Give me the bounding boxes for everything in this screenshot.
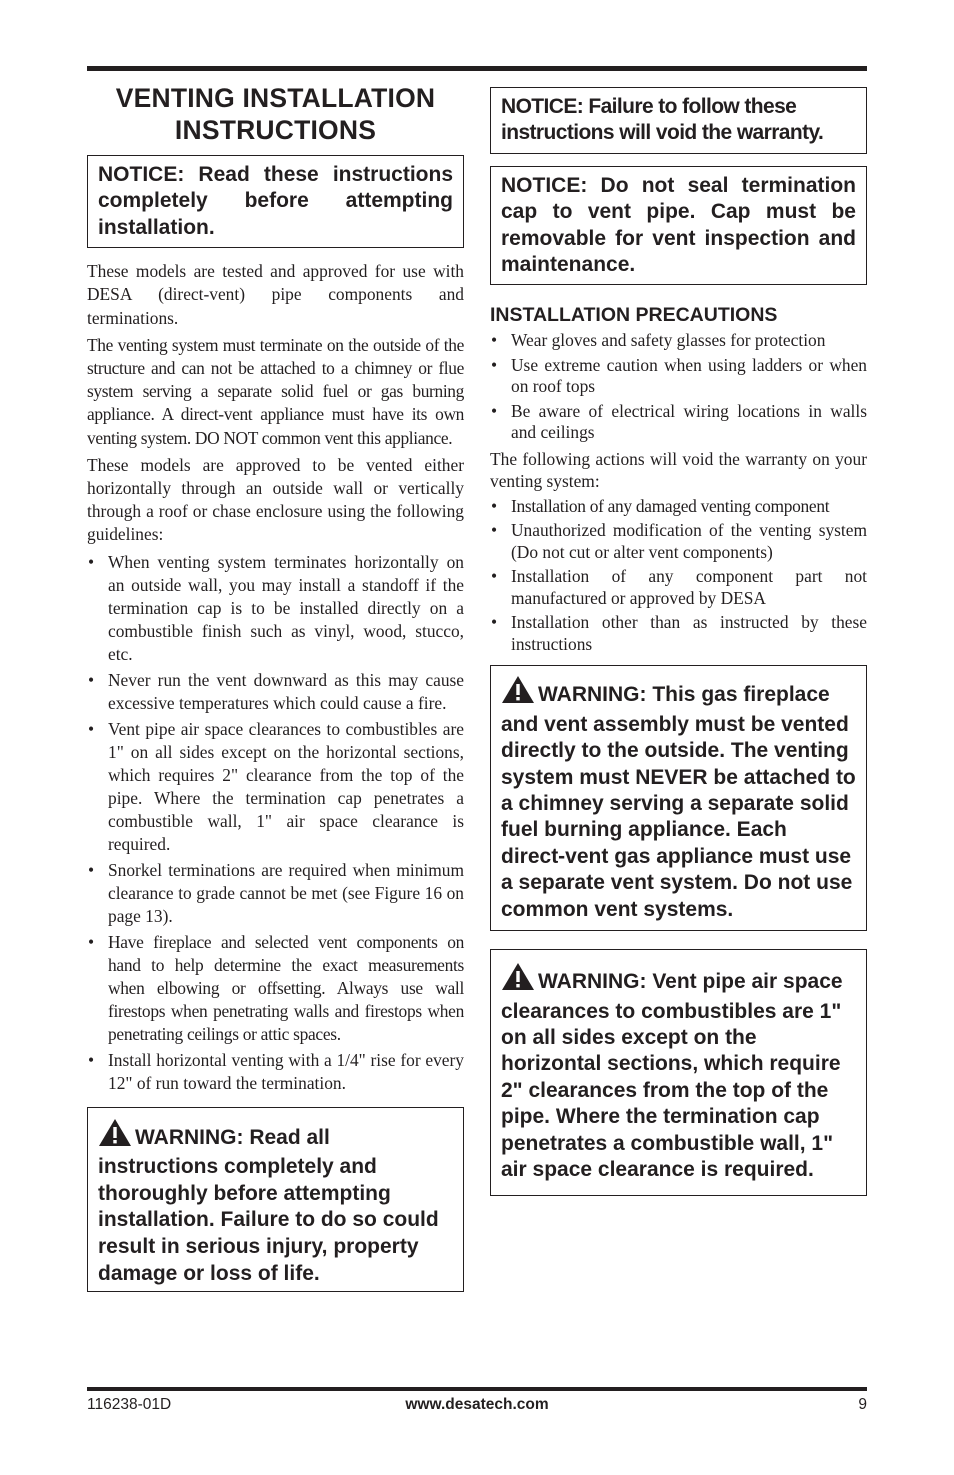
void-warranty-list [490,496,867,656]
right-column [490,82,867,1196]
notice-text: NOTICE: Failure to follow these instructions will void the warranty. [501,95,824,145]
warning-text: WARNING: Vent pipe air space clearances to combustibles are 1" on all sides except on the horizontal sections, which require 2" clearances from the top of the pipe. Where the termination cap penetrates a combustible wall, 1" air space clearance is required. [501,970,843,1181]
notice-text: NOTICE: Do not seal termination cap to vent pipe. Cap must be removable for vent inspection and maintenance. [501,173,856,277]
footer-part-number: 116238-01D [87,1396,172,1413]
list-item: • Have fireplace and selected vent components on hand to help determine the exact measurements when elbowing or offsetting. Always use wall firestops when penetrating walls and firestops when penetrating ceilings or attic spaces. [87,931,464,1046]
warning-text: WARNING: This gas fireplace and vent assembly must be vented directly to the outside. The venting system must NEVER be attached to a chimney serving a separate solid fuel burning appliance. Each direct-vent gas appliance must use a separate vent system. Do not use common vent systems. [501,683,856,921]
warning-vent-outside [490,665,867,931]
list-item: • Installation of any component part not manufactured or approved by DESA [490,566,867,609]
list-item: • Never run the vent downward as this may cause excessive temperatures which could cause a fire. [87,669,464,715]
notice-termination-cap [490,166,867,286]
warning-air-space-clearances [490,949,867,1196]
list-item: • Unauthorized modification of the venting system (Do not cut or alter vent components) [490,520,867,563]
list-item: • When venting system terminates horizontally on an outside wall, you may install a standoff if the termination cap is to be installed directly on a combustible finish such as vinyl, wood, stucco, etc. [87,551,464,666]
warning-read-instructions [87,1107,464,1293]
precautions-list [490,330,867,444]
notice-void-warranty [490,87,867,154]
list-item: • Install horizontal venting with a 1/4" rise for every 12" of run toward the termination. [87,1049,464,1095]
list-item: • Be aware of electrical wiring locations in walls and ceilings [490,401,867,444]
list-item: • Wear gloves and safety glasses for protection [490,330,867,352]
footer-page-number: 9 [858,1396,867,1413]
intro-paragraph-2: The venting system must terminate on the outside of the structure and can not be attached to a chimney or flue system serving a separate solid fuel or gas burning appliance. A direct-vent appliance must have its own venting system. DO NOT common vent this appliance. [87,334,464,448]
list-item: • Use extreme caution when using ladders or when on roof tops [490,355,867,398]
warning-triangle-icon [501,962,535,998]
list-item: • Snorkel terminations are required when minimum clearance to grade cannot be met (see Figure 16 on page 13). [87,859,464,928]
intro-paragraph-1: These models are tested and approved for use with DESA (direct-vent) pipe components and terminations. [87,261,464,328]
footer-rule [87,1387,867,1391]
top-rule [87,66,867,71]
footer-website-link[interactable]: www.desatech.com [405,1396,549,1413]
warning-triangle-icon [501,675,535,711]
list-item: • Installation of any damaged venting component [490,496,867,518]
left-column [87,82,464,1292]
notice-read-instructions [87,155,464,248]
warning-text: WARNING: Read all instructions completely and thoroughly before attempting installation. Failure to do so could result in serious injury, property damage or loss of life. [98,1125,439,1285]
guidelines-list [87,551,464,1095]
warning-triangle-icon [98,1118,132,1155]
list-item: • Vent pipe air space clearances to combustibles are 1" on all sides except on the horizontal sections, which requires 2" clearance from the top of the pipe. Where the termination cap penetrates a combustible wall, 1" air space clearance is required. [87,718,464,856]
page-title: VENTING INSTALLATION INSTRUCTIONS [115,83,436,145]
list-item: • Installation other than as instructed by these instructions [490,612,867,655]
void-warranty-intro: The following actions will void the warranty on your venting system: [490,448,867,491]
notice-text: NOTICE: Read these instructions completely before attempting installation. [98,163,453,239]
intro-paragraph-3: These models are approved to be vented either horizontally through an outside wall or vertically through a roof or chase enclosure using the following guidelines: [87,454,464,545]
installation-precautions-heading: INSTALLATION PRECAUTIONS [490,304,778,327]
